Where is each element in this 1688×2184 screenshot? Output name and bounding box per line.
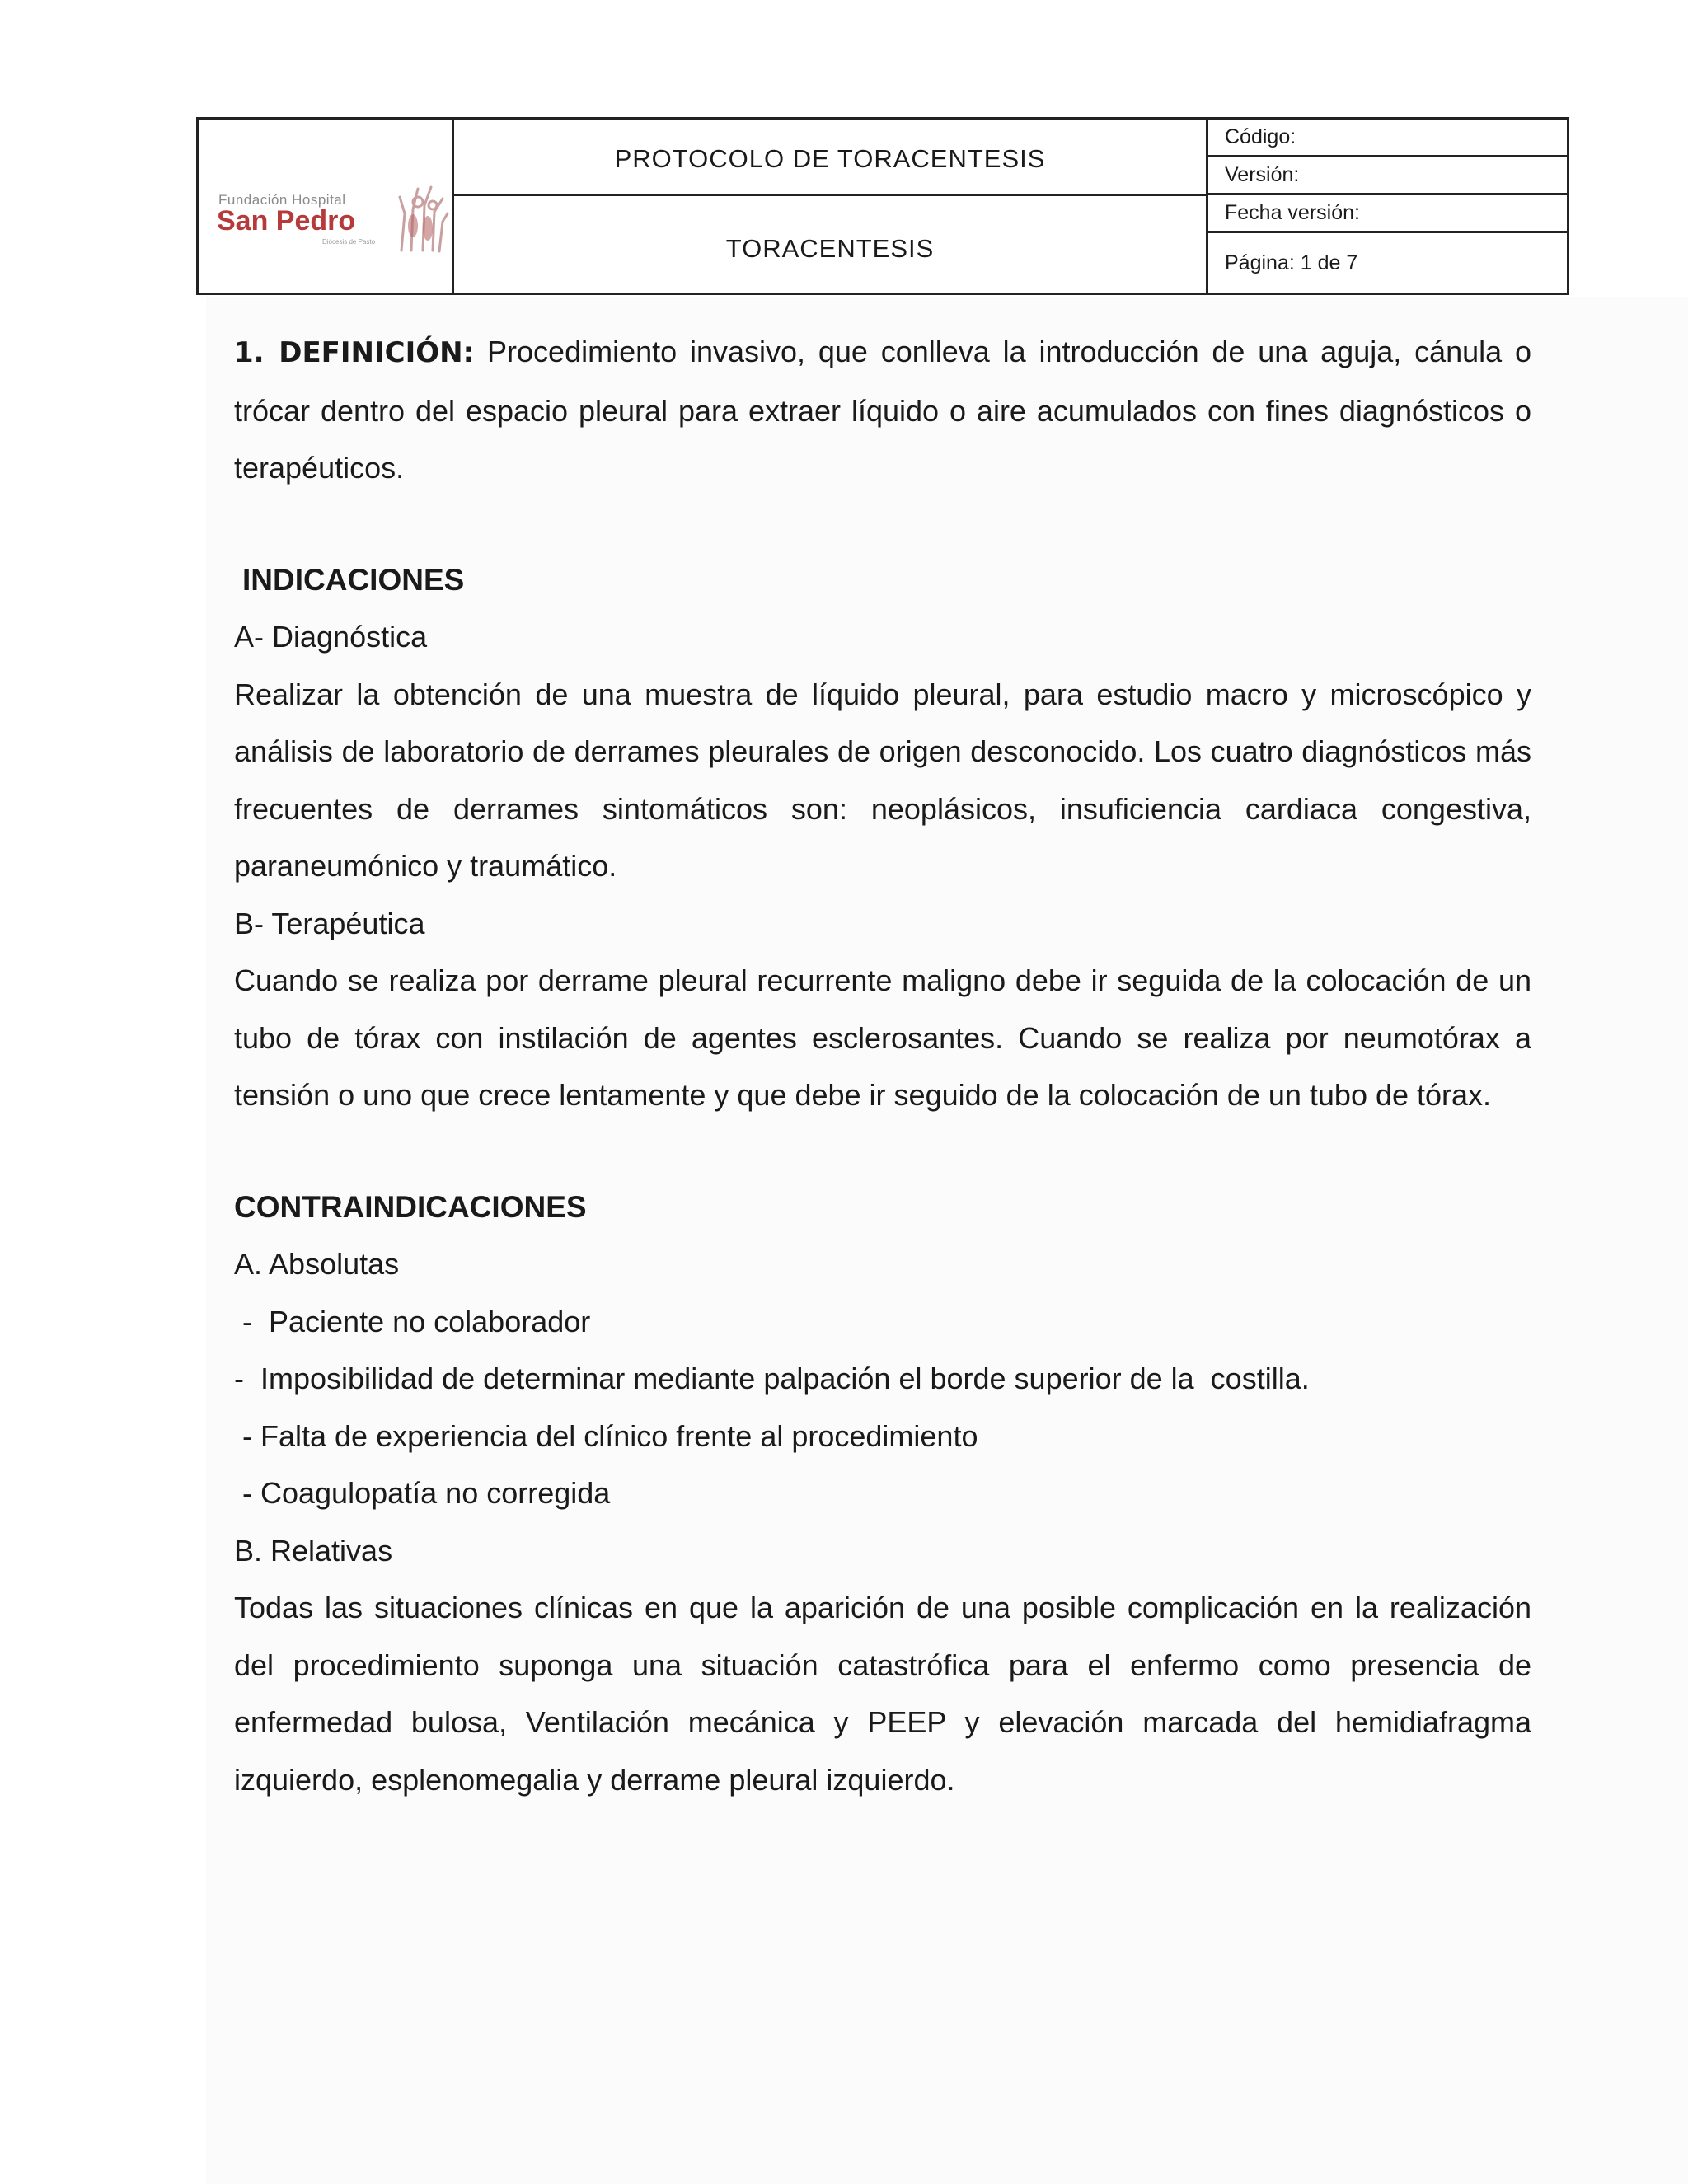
definition-paragraph [234,323,1531,497]
contraindicacion-item: - Imposibilidad de determinar mediante palpación el borde superior de la costilla. [234,1361,1310,1395]
page-number-field: Página: 1 de 7 [1225,251,1358,274]
contraindicacion-a-label: A. Absolutas [234,1247,400,1281]
title-cell [452,120,1208,293]
logo-cell [199,120,454,293]
definition-text: Procedimiento invasivo, que conlleva la introducción de una aguja, cánula o trócar dentro del espacio pleural para extraer líquido o aire acumulados con fines diagnósticos o terapéuticos. [234,335,1531,485]
definition-label: 1. DEFINICIÓN: [234,336,475,369]
indicacion-a-text: Realizar la obtención de una muestra de líquido pleural, para estudio macro y microscópico y análisis de laboratorio de derrames pleurales de origen desconocido. Los cuatro diagnósticos más frecuentes de derrames sintomáticos son: neoplásicos, insuficiencia cardiaca congestiva, paraneumónico y traumático. [234,677,1531,883]
protocol-title: PROTOCOLO DE TORACENTESIS [452,120,1208,196]
contraindicacion-item: - Paciente no colaborador [234,1304,591,1338]
logo-line-2: San Pedro [217,205,356,237]
contraindicacion-b-text: Todas las situaciones clínicas en que la aparición de una posible complicación en la realización del procedimiento suponga una situación catastrófica para el enfermo como presencia de enfermedad bulosa, Ventilación mecánica y PEEP y elevación marcada del hemidiafragma izquierdo, esplenomegalia y derrame pleural izquierdo. [234,1591,1531,1797]
indicacion-b-text: Cuando se realiza por derrame pleural recurrente maligno debe ir seguida de la colocación de un tubo de tórax con instilación de agentes esclerosantes. Cuando se realiza por neumotórax a tensión o uno que crece lentamente y que debe ir seguido de la colocación de un tubo de tórax. [234,963,1531,1112]
document-meta-cell [1206,120,1567,293]
logo-line-1: Fundación Hospital [218,192,346,208]
fecha-version-field: Fecha versión: [1208,195,1567,233]
logo-line-3: Diócesis de Pasto [322,238,376,246]
procedure-title: TORACENTESIS [725,233,935,263]
version-field: Versión: [1208,157,1567,195]
contraindicacion-b-label: B. Relativas [234,1533,393,1568]
contraindicaciones-heading: CONTRAINDICACIONES [234,1189,587,1224]
contraindicacion-item: - Coagulopatía no corregida [234,1476,611,1510]
indicacion-b-label: B- Terapéutica [234,906,425,940]
document-body [234,323,1531,1808]
codigo-field: Código: [1208,120,1567,157]
contraindicacion-item: - Falta de experiencia del clínico frente al procedimiento [234,1418,978,1453]
logo-figure-icon [393,180,451,255]
indicaciones-heading: INDICACIONES [242,562,465,597]
document-header-table [196,117,1569,295]
indicacion-a-label: A- Diagnóstica [234,620,428,654]
